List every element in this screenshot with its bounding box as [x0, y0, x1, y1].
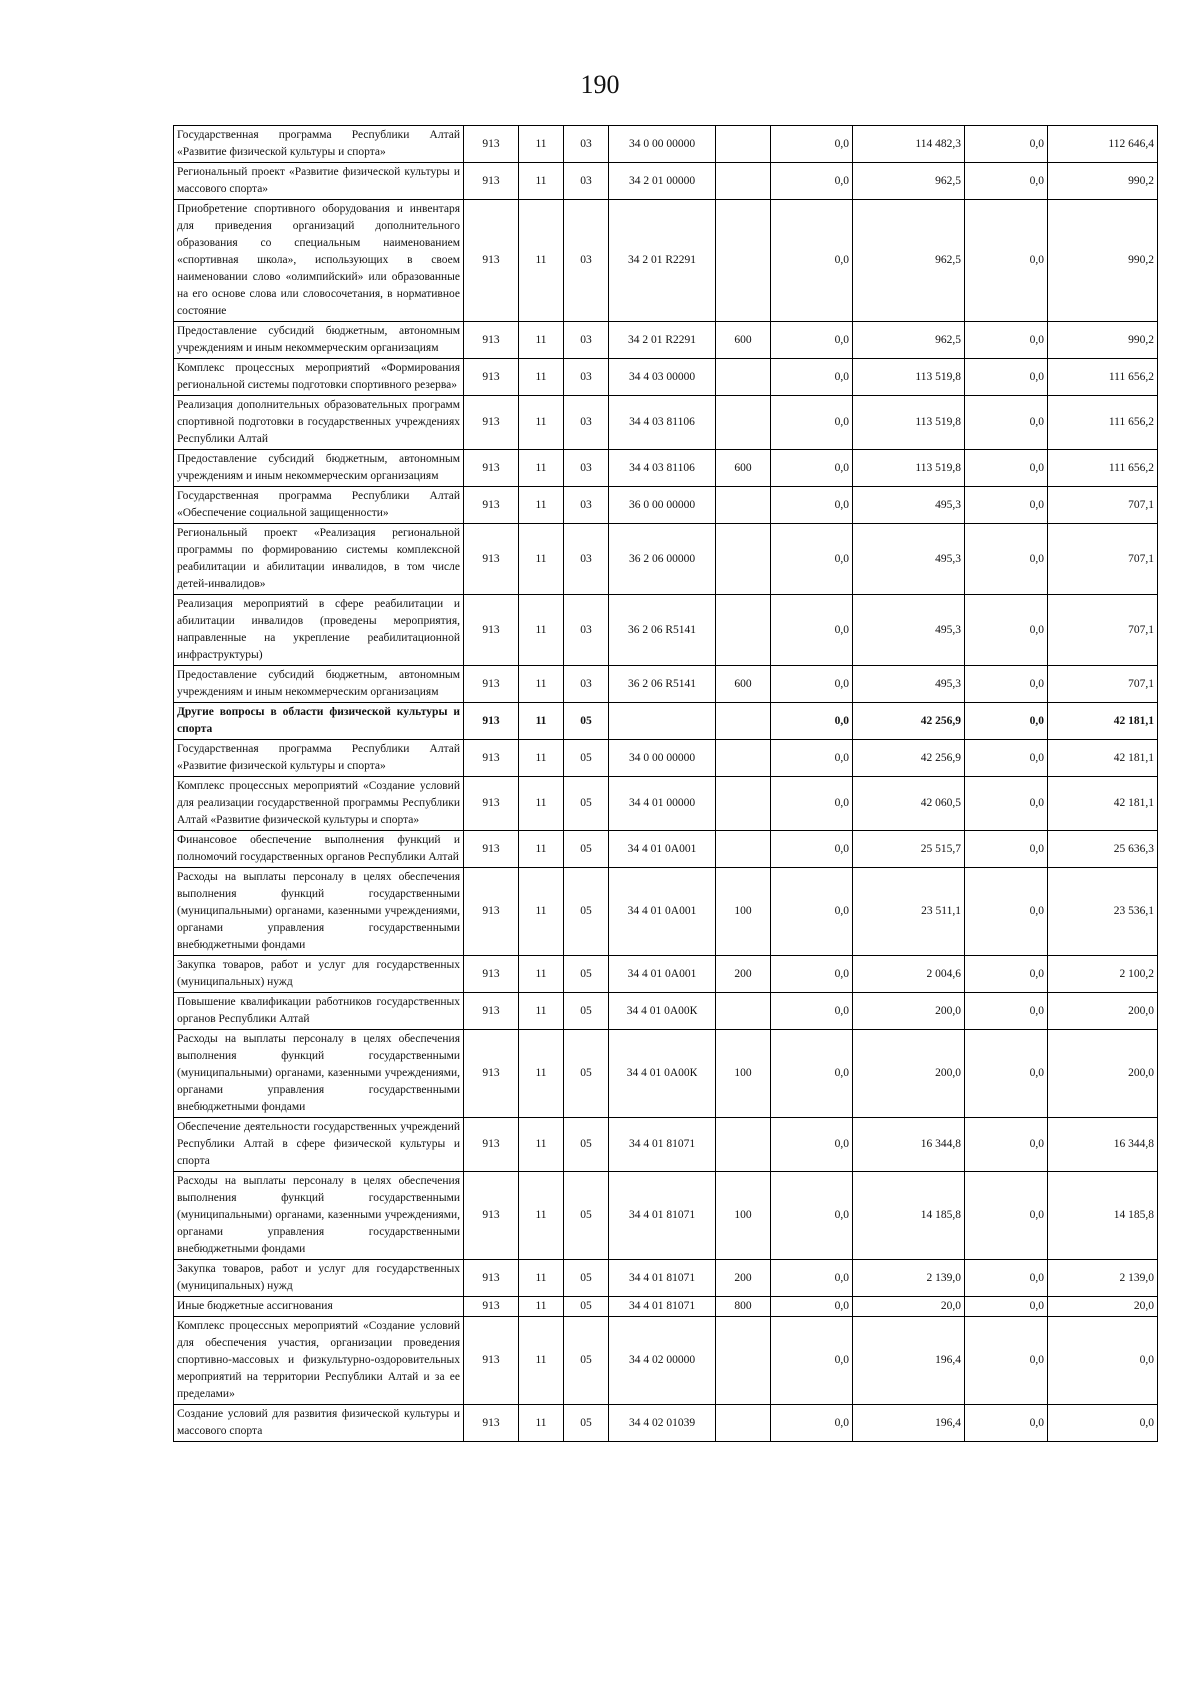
- ministry-code: 913: [464, 126, 519, 163]
- section-code: 11: [519, 524, 564, 595]
- amount-3: 0,0: [965, 1405, 1048, 1442]
- expense-type: 800: [716, 1297, 771, 1317]
- ministry-code: 913: [464, 1297, 519, 1317]
- amount-3: 0,0: [965, 126, 1048, 163]
- ministry-code: 913: [464, 1317, 519, 1405]
- ministry-code: 913: [464, 868, 519, 956]
- amount-1: 0,0: [771, 126, 853, 163]
- ministry-code: 913: [464, 740, 519, 777]
- amount-2: 114 482,3: [853, 126, 965, 163]
- section-code: 11: [519, 1172, 564, 1260]
- amount-2: 962,5: [853, 200, 965, 322]
- amount-2: 42 060,5: [853, 777, 965, 831]
- amount-1: 0,0: [771, 703, 853, 740]
- subsection-code: 05: [564, 1405, 609, 1442]
- subsection-code: 03: [564, 450, 609, 487]
- target-article: 34 4 01 0А001: [609, 868, 716, 956]
- amount-4: 23 536,1: [1048, 868, 1158, 956]
- amount-4: 200,0: [1048, 993, 1158, 1030]
- amount-2: 20,0: [853, 1297, 965, 1317]
- target-article: 36 2 06 R5141: [609, 595, 716, 666]
- amount-2: 14 185,8: [853, 1172, 965, 1260]
- amount-3: 0,0: [965, 1030, 1048, 1118]
- ministry-code: 913: [464, 1172, 519, 1260]
- section-code: 11: [519, 359, 564, 396]
- target-article: 34 4 01 81071: [609, 1297, 716, 1317]
- row-name: Региональный проект «Реализация региональной программы по формированию системы комплексной реабилитации и абилитации инвалидов, в том числе детей-инвалидов»: [174, 524, 464, 595]
- row-name: Реализация дополнительных образовательных программ спортивной подготовки в государственных учреждениях Республики Алтай: [174, 396, 464, 450]
- amount-1: 0,0: [771, 868, 853, 956]
- table-row: [174, 595, 1158, 666]
- subsection-code: 05: [564, 777, 609, 831]
- amount-3: 0,0: [965, 1317, 1048, 1405]
- table-row: [174, 740, 1158, 777]
- ministry-code: 913: [464, 524, 519, 595]
- expense-type: [716, 487, 771, 524]
- amount-1: 0,0: [771, 1172, 853, 1260]
- amount-1: 0,0: [771, 450, 853, 487]
- table-row: [174, 777, 1158, 831]
- amount-4: 42 181,1: [1048, 703, 1158, 740]
- expense-type: [716, 595, 771, 666]
- amount-2: 23 511,1: [853, 868, 965, 956]
- subsection-code: 05: [564, 1118, 609, 1172]
- amount-4: 0,0: [1048, 1317, 1158, 1405]
- amount-3: 0,0: [965, 322, 1048, 359]
- target-article: 34 2 01 R2291: [609, 200, 716, 322]
- row-name: Реализация мероприятий в сфере реабилитации и абилитации инвалидов (проведены мероприятия, направленные на укрепление реабилитационной инфраструктуры): [174, 595, 464, 666]
- amount-4: 707,1: [1048, 487, 1158, 524]
- amount-4: 42 181,1: [1048, 777, 1158, 831]
- amount-2: 113 519,8: [853, 396, 965, 450]
- amount-4: 990,2: [1048, 163, 1158, 200]
- amount-1: 0,0: [771, 777, 853, 831]
- amount-4: 16 344,8: [1048, 1118, 1158, 1172]
- section-code: 11: [519, 1405, 564, 1442]
- amount-2: 42 256,9: [853, 703, 965, 740]
- expense-type: [716, 1317, 771, 1405]
- row-name: Другие вопросы в области физической культуры и спорта: [174, 703, 464, 740]
- amount-2: 495,3: [853, 524, 965, 595]
- section-code: 11: [519, 322, 564, 359]
- table-row: [174, 322, 1158, 359]
- target-article: 34 4 01 00000: [609, 777, 716, 831]
- row-name: Расходы на выплаты персоналу в целях обеспечения выполнения функций государственными (муниципальными) органами, казенными учреждениями, органами управления государственными внебюджетными фондами: [174, 1030, 464, 1118]
- row-name: Комплекс процессных мероприятий «Формирования региональной системы подготовки спортивного резерва»: [174, 359, 464, 396]
- section-code: 11: [519, 1260, 564, 1297]
- ministry-code: 913: [464, 956, 519, 993]
- table-row: [174, 1297, 1158, 1317]
- row-name: Государственная программа Республики Алтай «Развитие физической культуры и спорта»: [174, 126, 464, 163]
- expense-type: [716, 396, 771, 450]
- section-code: 11: [519, 831, 564, 868]
- table-row: [174, 1317, 1158, 1405]
- expense-type: [716, 703, 771, 740]
- amount-1: 0,0: [771, 666, 853, 703]
- amount-3: 0,0: [965, 1118, 1048, 1172]
- section-code: 11: [519, 666, 564, 703]
- amount-3: 0,0: [965, 359, 1048, 396]
- section-code: 11: [519, 1317, 564, 1405]
- subsection-code: 03: [564, 666, 609, 703]
- target-article: 34 0 00 00000: [609, 740, 716, 777]
- ministry-code: 913: [464, 163, 519, 200]
- amount-1: 0,0: [771, 740, 853, 777]
- amount-4: 25 636,3: [1048, 831, 1158, 868]
- row-name: Повышение квалификации работников государственных органов Республики Алтай: [174, 993, 464, 1030]
- section-code: 11: [519, 487, 564, 524]
- ministry-code: 913: [464, 200, 519, 322]
- table-row: [174, 359, 1158, 396]
- target-article: 34 4 03 00000: [609, 359, 716, 396]
- amount-1: 0,0: [771, 487, 853, 524]
- amount-3: 0,0: [965, 524, 1048, 595]
- row-name: Государственная программа Республики Алтай «Развитие физической культуры и спорта»: [174, 740, 464, 777]
- table-row: [174, 524, 1158, 595]
- ministry-code: 913: [464, 1260, 519, 1297]
- expense-type: [716, 126, 771, 163]
- amount-1: 0,0: [771, 200, 853, 322]
- row-name: Региональный проект «Развитие физической культуры и массового спорта»: [174, 163, 464, 200]
- amount-2: 196,4: [853, 1405, 965, 1442]
- amount-1: 0,0: [771, 956, 853, 993]
- table-row: [174, 1030, 1158, 1118]
- target-article: 36 2 06 00000: [609, 524, 716, 595]
- amount-1: 0,0: [771, 1405, 853, 1442]
- subsection-code: 03: [564, 359, 609, 396]
- amount-1: 0,0: [771, 993, 853, 1030]
- target-article: 34 2 01 00000: [609, 163, 716, 200]
- expense-type: [716, 200, 771, 322]
- ministry-code: 913: [464, 1405, 519, 1442]
- target-article: 34 4 01 0А001: [609, 831, 716, 868]
- section-code: 11: [519, 163, 564, 200]
- amount-3: 0,0: [965, 868, 1048, 956]
- amount-3: 0,0: [965, 163, 1048, 200]
- ministry-code: 913: [464, 396, 519, 450]
- amount-2: 200,0: [853, 993, 965, 1030]
- row-name: Приобретение спортивного оборудования и инвентаря для приведения организаций дополнительного образования со специальным наименованием «спортивная школа», использующих в своем наименовании слово «олимпийский» или образованные на его основе слова или словосочетания, в нормативное состояние: [174, 200, 464, 322]
- table-row: [174, 1172, 1158, 1260]
- amount-4: 42 181,1: [1048, 740, 1158, 777]
- amount-3: 0,0: [965, 200, 1048, 322]
- amount-1: 0,0: [771, 359, 853, 396]
- row-name: Расходы на выплаты персоналу в целях обеспечения выполнения функций государственными (муниципальными) органами, казенными учреждениями, органами управления государственными внебюджетными фондами: [174, 1172, 464, 1260]
- amount-1: 0,0: [771, 831, 853, 868]
- subsection-code: 03: [564, 322, 609, 359]
- expense-type: 600: [716, 666, 771, 703]
- table-row: [174, 396, 1158, 450]
- amount-1: 0,0: [771, 396, 853, 450]
- target-article: 34 4 01 0А00К: [609, 1030, 716, 1118]
- amount-4: 2 100,2: [1048, 956, 1158, 993]
- ministry-code: 913: [464, 993, 519, 1030]
- ministry-code: 913: [464, 666, 519, 703]
- row-name: Комплекс процессных мероприятий «Создание условий для реализации государственной программы Республики Алтай «Развитие физической культуры и спорта»: [174, 777, 464, 831]
- expense-type: [716, 1118, 771, 1172]
- table-row: [174, 126, 1158, 163]
- ministry-code: 913: [464, 1118, 519, 1172]
- subsection-code: 05: [564, 1172, 609, 1260]
- amount-2: 2 004,6: [853, 956, 965, 993]
- subsection-code: 03: [564, 396, 609, 450]
- amount-2: 113 519,8: [853, 450, 965, 487]
- amount-2: 495,3: [853, 666, 965, 703]
- target-article: 34 4 01 81071: [609, 1118, 716, 1172]
- amount-1: 0,0: [771, 1118, 853, 1172]
- amount-4: 707,1: [1048, 595, 1158, 666]
- expense-type: [716, 777, 771, 831]
- subsection-code: 05: [564, 1030, 609, 1118]
- amount-2: 2 139,0: [853, 1260, 965, 1297]
- table-row: [174, 163, 1158, 200]
- amount-4: 707,1: [1048, 524, 1158, 595]
- section-code: 11: [519, 956, 564, 993]
- ministry-code: 913: [464, 359, 519, 396]
- amount-4: 14 185,8: [1048, 1172, 1158, 1260]
- amount-3: 0,0: [965, 595, 1048, 666]
- row-name: Предоставление субсидий бюджетным, автономным учреждениям и иным некоммерческим организациям: [174, 450, 464, 487]
- subsection-code: 03: [564, 487, 609, 524]
- row-name: Предоставление субсидий бюджетным, автономным учреждениям и иным некоммерческим организациям: [174, 666, 464, 703]
- amount-3: 0,0: [965, 1297, 1048, 1317]
- section-code: 11: [519, 740, 564, 777]
- expense-type: 200: [716, 956, 771, 993]
- target-article: 34 4 01 81071: [609, 1260, 716, 1297]
- subsection-code: 05: [564, 1297, 609, 1317]
- row-name: Закупка товаров, работ и услуг для государственных (муниципальных) нужд: [174, 956, 464, 993]
- section-code: 11: [519, 200, 564, 322]
- amount-2: 113 519,8: [853, 359, 965, 396]
- target-article: 34 4 02 01039: [609, 1405, 716, 1442]
- amount-4: 20,0: [1048, 1297, 1158, 1317]
- amount-1: 0,0: [771, 322, 853, 359]
- budget-table-body: [174, 126, 1158, 1442]
- row-name: Предоставление субсидий бюджетным, автономным учреждениям и иным некоммерческим организациям: [174, 322, 464, 359]
- expense-type: 600: [716, 322, 771, 359]
- ministry-code: 913: [464, 487, 519, 524]
- subsection-code: 05: [564, 1317, 609, 1405]
- amount-1: 0,0: [771, 1030, 853, 1118]
- budget-table: [173, 125, 1158, 1442]
- amount-3: 0,0: [965, 993, 1048, 1030]
- section-code: 11: [519, 703, 564, 740]
- table-row: [174, 868, 1158, 956]
- target-article: 34 4 02 00000: [609, 1317, 716, 1405]
- target-article: 34 4 01 0А001: [609, 956, 716, 993]
- amount-3: 0,0: [965, 777, 1048, 831]
- amount-4: 990,2: [1048, 322, 1158, 359]
- page-number: 190: [580, 70, 620, 99]
- expense-type: 200: [716, 1260, 771, 1297]
- target-article: [609, 703, 716, 740]
- expense-type: [716, 831, 771, 868]
- subsection-code: 05: [564, 868, 609, 956]
- target-article: 34 4 01 0А00К: [609, 993, 716, 1030]
- section-code: 11: [519, 777, 564, 831]
- ministry-code: 913: [464, 1030, 519, 1118]
- row-name: Финансовое обеспечение выполнения функций и полномочий государственных органов Республики Алтай: [174, 831, 464, 868]
- ministry-code: 913: [464, 703, 519, 740]
- expense-type: 600: [716, 450, 771, 487]
- table-row: [174, 487, 1158, 524]
- subsection-code: 05: [564, 1260, 609, 1297]
- amount-3: 0,0: [965, 666, 1048, 703]
- row-name: Расходы на выплаты персоналу в целях обеспечения выполнения функций государственными (муниципальными) органами, казенными учреждениями, органами управления государственными внебюджетными фондами: [174, 868, 464, 956]
- amount-4: 111 656,2: [1048, 450, 1158, 487]
- section-code: 11: [519, 450, 564, 487]
- amount-1: 0,0: [771, 1260, 853, 1297]
- ministry-code: 913: [464, 831, 519, 868]
- amount-4: 200,0: [1048, 1030, 1158, 1118]
- table-row: [174, 956, 1158, 993]
- target-article: 34 0 00 00000: [609, 126, 716, 163]
- amount-2: 42 256,9: [853, 740, 965, 777]
- table-row: [174, 993, 1158, 1030]
- amount-4: 0,0: [1048, 1405, 1158, 1442]
- row-name: Комплекс процессных мероприятий «Создание условий для обеспечения участия, организации проведения спортивно-массовых и физкультурно-оздоровительных мероприятий на территории Республики Алтай и за ее пределами»: [174, 1317, 464, 1405]
- amount-3: 0,0: [965, 703, 1048, 740]
- subsection-code: 03: [564, 163, 609, 200]
- amount-3: 0,0: [965, 450, 1048, 487]
- target-article: 36 2 06 R5141: [609, 666, 716, 703]
- subsection-code: 05: [564, 956, 609, 993]
- amount-2: 16 344,8: [853, 1118, 965, 1172]
- subsection-code: 03: [564, 595, 609, 666]
- expense-type: 100: [716, 868, 771, 956]
- table-row: [174, 1118, 1158, 1172]
- expense-type: [716, 359, 771, 396]
- subsection-code: 05: [564, 703, 609, 740]
- target-article: 34 2 01 R2291: [609, 322, 716, 359]
- table-row: [174, 200, 1158, 322]
- amount-4: 2 139,0: [1048, 1260, 1158, 1297]
- amount-2: 962,5: [853, 322, 965, 359]
- target-article: 34 4 01 81071: [609, 1172, 716, 1260]
- amount-3: 0,0: [965, 1260, 1048, 1297]
- table-row: [174, 1260, 1158, 1297]
- target-article: 34 4 03 81106: [609, 396, 716, 450]
- amount-1: 0,0: [771, 595, 853, 666]
- ministry-code: 913: [464, 450, 519, 487]
- row-name: Иные бюджетные ассигнования: [174, 1297, 464, 1317]
- amount-2: 200,0: [853, 1030, 965, 1118]
- ministry-code: 913: [464, 777, 519, 831]
- subsection-code: 03: [564, 524, 609, 595]
- subsection-code: 05: [564, 831, 609, 868]
- amount-1: 0,0: [771, 163, 853, 200]
- ministry-code: 913: [464, 322, 519, 359]
- table-row: [174, 666, 1158, 703]
- amount-1: 0,0: [771, 1317, 853, 1405]
- amount-2: 495,3: [853, 487, 965, 524]
- amount-4: 112 646,4: [1048, 126, 1158, 163]
- target-article: 34 4 03 81106: [609, 450, 716, 487]
- ministry-code: 913: [464, 595, 519, 666]
- amount-4: 111 656,2: [1048, 396, 1158, 450]
- amount-4: 990,2: [1048, 200, 1158, 322]
- amount-2: 495,3: [853, 595, 965, 666]
- subsection-code: 03: [564, 126, 609, 163]
- amount-1: 0,0: [771, 524, 853, 595]
- amount-3: 0,0: [965, 956, 1048, 993]
- section-code: 11: [519, 1118, 564, 1172]
- section-code: 11: [519, 396, 564, 450]
- expense-type: 100: [716, 1030, 771, 1118]
- table-row: [174, 1405, 1158, 1442]
- amount-2: 25 515,7: [853, 831, 965, 868]
- expense-type: [716, 524, 771, 595]
- amount-1: 0,0: [771, 1297, 853, 1317]
- section-code: 11: [519, 1030, 564, 1118]
- section-code: 11: [519, 126, 564, 163]
- row-name: Государственная программа Республики Алтай «Обеспечение социальной защищенности»: [174, 487, 464, 524]
- subsection-code: 03: [564, 200, 609, 322]
- row-name: Создание условий для развития физической культуры и массового спорта: [174, 1405, 464, 1442]
- subsection-code: 05: [564, 740, 609, 777]
- expense-type: [716, 1405, 771, 1442]
- expense-type: 100: [716, 1172, 771, 1260]
- section-code: 11: [519, 595, 564, 666]
- table-row: [174, 703, 1158, 740]
- amount-3: 0,0: [965, 487, 1048, 524]
- section-code: 11: [519, 1297, 564, 1317]
- table-row: [174, 450, 1158, 487]
- target-article: 36 0 00 00000: [609, 487, 716, 524]
- amount-3: 0,0: [965, 831, 1048, 868]
- row-name: Обеспечение деятельности государственных учреждений Республики Алтай в сфере физической культуры и спорта: [174, 1118, 464, 1172]
- section-code: 11: [519, 868, 564, 956]
- amount-2: 196,4: [853, 1317, 965, 1405]
- amount-3: 0,0: [965, 740, 1048, 777]
- expense-type: [716, 993, 771, 1030]
- amount-4: 707,1: [1048, 666, 1158, 703]
- amount-4: 111 656,2: [1048, 359, 1158, 396]
- amount-3: 0,0: [965, 1172, 1048, 1260]
- amount-2: 962,5: [853, 163, 965, 200]
- row-name: Закупка товаров, работ и услуг для государственных (муниципальных) нужд: [174, 1260, 464, 1297]
- expense-type: [716, 163, 771, 200]
- expense-type: [716, 740, 771, 777]
- table-row: [174, 831, 1158, 868]
- amount-3: 0,0: [965, 396, 1048, 450]
- section-code: 11: [519, 993, 564, 1030]
- subsection-code: 05: [564, 993, 609, 1030]
